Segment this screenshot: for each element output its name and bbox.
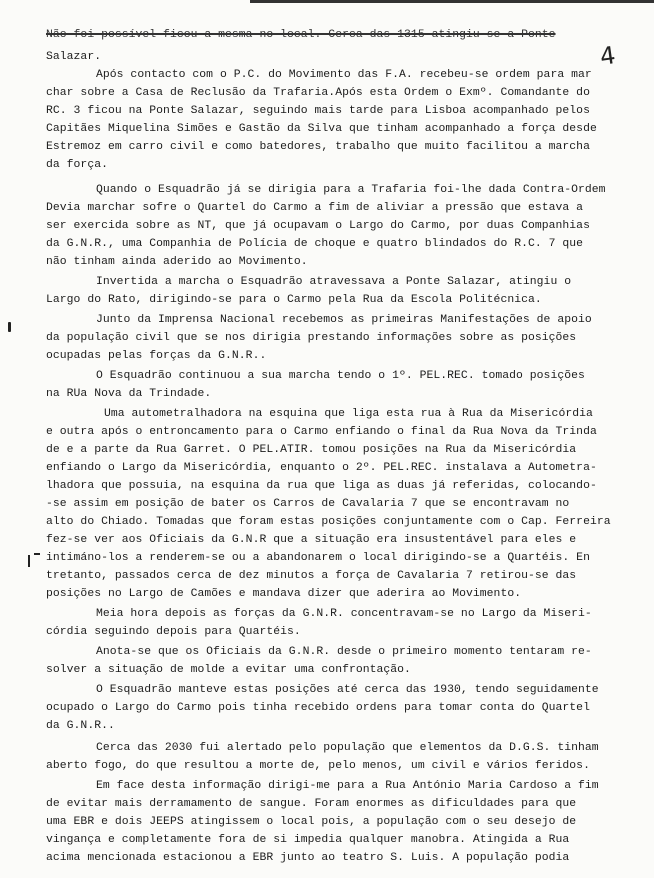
text-line: intimáno-los a renderem-se ou a abandonarem o local dirigindo-se a Quartéis. En: [46, 552, 590, 564]
text-line: O Esquadrão continuou a sua marcha tendo o 1º. PEL.REC. tomado posições: [96, 370, 585, 382]
text-line: Uma autometralhadora na esquina que liga esta rua à Rua da Misericórdia: [104, 408, 593, 420]
text-line: tretanto, passados cerca de dez minutos a força de Cavalaria 7 retirou-se das: [46, 570, 577, 582]
struck-text: Não foi possível ficou a mesma no local. Cerca das 1315 atingiu-se a Ponte: [46, 29, 556, 41]
text-line: Largo do Rato, dirigindo-se para o Carmo pela Rua da Escola Politécnica.: [46, 294, 542, 306]
text-line: não tinham ainda aderido ao Movimento.: [46, 256, 308, 268]
text-line: aberto fogo, do que resultou a morte de, pelo menos, um civil e vários feridos.: [46, 760, 590, 772]
page-number: 4: [598, 41, 618, 71]
text-line: na RUa Nova da Trindade.: [46, 388, 212, 400]
text-line: Quando o Esquadrão já se dirigia para a Trafaria foi-lhe dada Contra-Ordem: [96, 184, 606, 196]
text-line: enfiando o Largo da Misericórdia, enquanto o 2º. PEL.REC. instalava a Autometra-: [46, 462, 597, 474]
text-line: Invertida a marcha o Esquadrão atravessava a Ponte Salazar, atingiu o: [96, 276, 572, 288]
text-line: Cerca das 2030 fui alertado pelo população que elementos da D.G.S. tinham: [96, 742, 599, 754]
text-line: Estremoz em carro civil e como batedores, trabalho que muito facilitou a marcha: [46, 141, 590, 153]
text-line: acima mencionada estacionou a EBR junto ao teatro S. Luis. A população podia: [46, 852, 570, 864]
text-line: O Esquadrão manteve estas posições até cerca das 1930, tendo seguidamente: [96, 684, 599, 696]
text-line: ocupadas pelas forças da G.N.R..: [46, 350, 267, 362]
text-line: da força.: [46, 159, 108, 171]
text-line: posições no Largo de Camões e mandava dizer que aderira ao Movimento.: [46, 588, 522, 600]
margin-mark: [34, 553, 40, 555]
margin-mark: [8, 322, 11, 332]
text-line: fez-se ver aos Oficiais da G.N.R que a situação era insustentável para eles e: [46, 534, 577, 546]
text-line: Capitães Miquelina Simões e Gastão da Silva que tinham acompanhado a força desde: [46, 123, 597, 135]
text-line: -se assim em posição de bater os Carros de Cavalaria 7 que se encontravam no: [46, 498, 570, 510]
text-line: Anota-se que os Oficiais da G.N.R. desde o primeiro momento tentaram re-: [96, 646, 592, 658]
text-line: ser exercida sobre as NT, que já ocupavam o Largo do Carmo, por duas Companhias: [46, 220, 590, 232]
text-line: Em face desta informação dirigi-me para a Rua António Maria Cardoso a fim: [96, 780, 599, 792]
text-line: da população civil que se nos dirigia prestando informações sobre as posições: [46, 332, 577, 344]
top-edge-rule: [250, 0, 654, 3]
text-line: de e a parte da Rua Garret. O PEL.ATIR. tomou posições na Rua da Misericórdia: [46, 444, 577, 456]
text-line: alto do Chiado. Tomadas que foram estas posições conjuntamente com o Cap. Ferreira: [46, 516, 611, 528]
text-line: da G.N.R..: [46, 720, 115, 732]
text-line: lhadora que possuia, na esquina da rua que liga as duas já referidas, colocando-: [46, 480, 597, 492]
text-line: uma EBR e dois JEEPS atingissem o local pois, a população com o seu desejo de: [46, 816, 577, 828]
text-line: char sobre a Casa de Reclusão da Trafaria.Após esta Ordem o Exmº. Comandante do: [46, 87, 590, 99]
text-line: Meia hora depois as forças da G.N.R. concentravam-se no Largo da Miseri-: [96, 608, 592, 620]
text-line: Devia marchar sofre o Quartel do Carmo a fim de aliviar a pressão que estava a: [46, 202, 584, 214]
text-line: córdia seguindo depois para Quartéis.: [46, 626, 301, 638]
text-line: Junto da Imprensa Nacional recebemos as primeiras Manifestações de apoio: [96, 314, 592, 326]
text-line: vingança e completamente fora de si impedia qualquer manobra. Atingida a Rua: [46, 834, 570, 846]
text-line: da G.N.R., uma Companhia de Polícia de choque e quatro blindados do R.C. 7 que: [46, 238, 584, 250]
text-line: e outra após o entroncamento para o Carmo enfiando o final da Rua Nova da Trinda: [46, 426, 597, 438]
text-line: ocupado o Largo do Carmo pois tinha recebido ordens para tomar conta do Quartel: [46, 702, 590, 714]
text-line: Após contacto com o P.C. do Movimento das F.A. recebeu-se ordem para mar: [96, 69, 592, 81]
text-line: Salazar.: [46, 51, 102, 63]
text-line: solver a situação de molde a evitar uma confrontação.: [46, 664, 411, 676]
text-line: de evitar mais derramamento de sangue. Foram enormes as dificuldades para que: [46, 798, 577, 810]
margin-mark: [28, 555, 30, 567]
text-line: RC. 3 ficou na Ponte Salazar, seguindo mais tarde para Lisboa acompanhado pelos: [46, 105, 590, 117]
